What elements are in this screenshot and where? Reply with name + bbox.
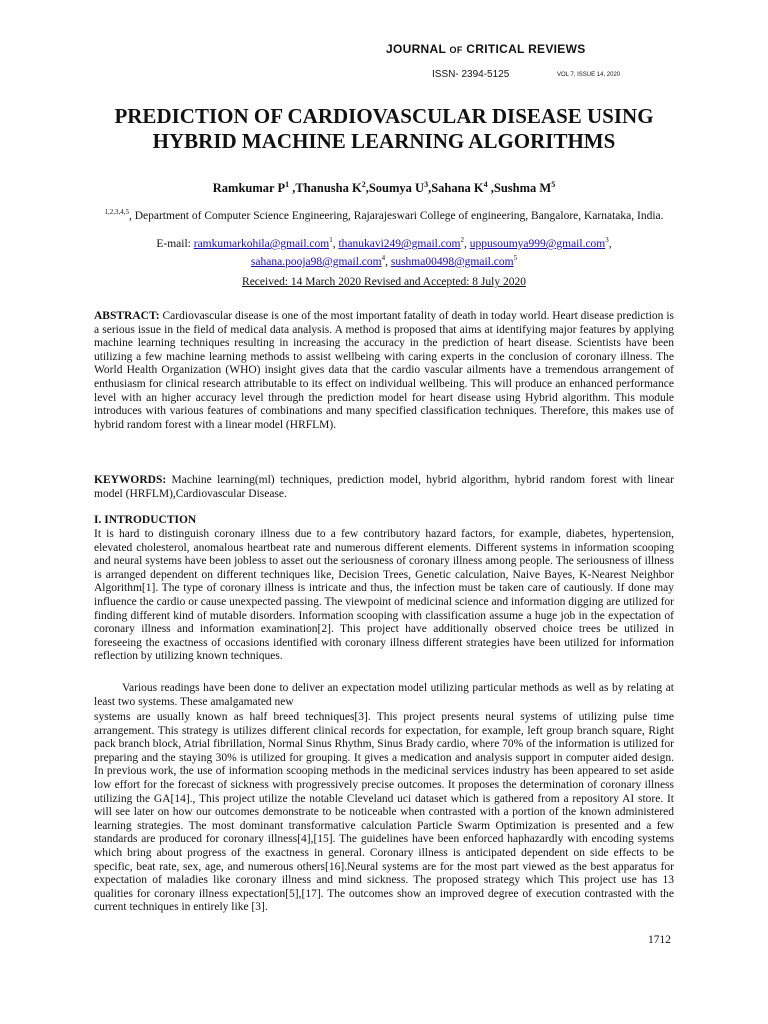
intro-paragraph-2: Various readings have been done to deliver an expectation model utilizing particular methods as well as by relating at least two systems. These amalgamated new: [94, 682, 674, 708]
journal-name: [386, 42, 586, 56]
keywords: [94, 474, 674, 501]
email-superscript: 3: [605, 236, 609, 244]
author-separator: ,: [428, 181, 432, 196]
email-separator: ,: [608, 237, 612, 250]
author-name: Thanusha K: [295, 181, 362, 196]
keywords-label: KEYWORDS:: [94, 474, 167, 486]
intro-paragraph-3: systems are usually known as half breed techniques[3]. This project presents neural systems of utilizing pulse time arrangement. This strategy is utilizes different clinical records for expectation, for example, left group branch square, Right pack branch block, Atrial fibrillation, Normal Sinus Rhythm, Sinus Brady cardio, where 70% of the information is utilized for preparing and the staying 30% is utilized for grouping. It gives a medication and analysis support in computer aided design. In previous work, the use of information scooping methods in the medicinal services industry has been appeared to set aside low effort for the forecast of sickness with progressively precise outcomes. It proposes the determination of coronary illness utilizing the GA[14]., This project utilize the notable Cleveland uci dataset which is gathered from a repository AI store. It will see later on how our outcomes demonstrate to be noticeable when contrasted with a portion of the known administered learning strategies. The most dominant transformative calculation Particle Swarm Optimization is presented and a few standards are produced for coronary illness[4],[15]. The guidelines have been enforced haphazardly with encoding systems which bring about progress of the exactness in general. Coronary illness is anticipated dependent on side effects to be specific, beat rate, sex, age, and numerous others[16].Neural systems are for the most part viewed as the best apparatus for expectation of maladies like coronary illness and mind sickness. The proposed strategy which This project use has 13 qualities for coronary illness expectation[5],[17]. The outcomes show an improved degree of execution contrasted with the current techniques in entirely like [3].: [94, 711, 674, 914]
email-list: [96, 233, 672, 269]
received-dates: Received: 14 March 2020 Revised and Accepted: 8 July 2020: [242, 276, 526, 288]
abstract: [94, 310, 674, 432]
affiliation: [96, 205, 672, 223]
page-number: 1712: [648, 934, 671, 946]
author-separator: ,: [487, 181, 494, 196]
email-link[interactable]: sushma00498@gmail.com: [390, 255, 514, 268]
email-label: E-mail:: [156, 237, 194, 250]
author-superscript: 5: [551, 180, 556, 189]
author-name: Sushma M: [493, 181, 552, 196]
keywords-text: Machine learning(ml) techniques, prediction model, hybrid algorithm, hybrid random forest with linear model (HRFLM),Cardiovascular Disease.: [94, 474, 674, 500]
email-link[interactable]: uppusoumya999@gmail.com: [469, 237, 606, 250]
email-separator: ,: [385, 255, 391, 268]
affiliation-superscript: 1,2,3,4,5: [104, 208, 129, 216]
author-name: Sahana K: [431, 181, 484, 196]
author-separator: ,: [365, 181, 369, 196]
author-superscript: 4: [483, 180, 488, 189]
author-superscript: 3: [424, 180, 429, 189]
author-superscript: 2: [361, 180, 366, 189]
paper-title: PREDICTION OF CARDIOVASCULAR DISEASE USING HYBRID MACHINE LEARNING ALGORITHMS: [114, 104, 654, 153]
abstract-label: ABSTRACT:: [94, 310, 160, 322]
issn: ISSN- 2394-5125: [432, 69, 510, 80]
journal-name-of: OF: [449, 45, 463, 55]
journal-name-part2: CRITICAL REVIEWS: [462, 42, 586, 56]
author-separator: ,: [289, 181, 296, 196]
email-separator: ,: [332, 237, 339, 250]
author-superscript: 1: [285, 180, 290, 189]
email-separator: ,: [464, 237, 470, 250]
volume-issue: VOL 7, ISSUE 14, 2020: [557, 72, 621, 78]
affiliation-text: , Department of Computer Science Engineering, Rajarajeswari College of engineering, Bangalore, Karnataka, India.: [128, 209, 664, 222]
intro-paragraph-1: It is hard to distinguish coronary illness due to a few contributory hazard factors, for example, diabetes, hypertension, elevated cholesterol, anomalous heartbeat rate and numerous different elements. Different systems in information scooping and neural systems have been jobless to asset out the seriousness of coronary illness among people. The seriousness of illness is arranged dependent on different techniques like, Decision Trees, Genetic calculation, Naive Bayes, K-Nearest Neighbor Algorithm[1]. The type of coronary illness is intricate and thus, the infection must be taken care of cautiously. If done may influence the cardio or cause unexpected passing. The viewpoint of medicinal science and information digging are utilized for finding different kind of mutable disorders. Information scooping with classification assume a huge job in the expectation of coronary illness and information examination[2]. This project have additionally observed choice trees be utilized in foreseeing the exactness of occasions identified with coronary illness different strategies have been utilized for information reflection by utilizing known techniques.: [94, 528, 674, 663]
email-superscript: 2: [460, 236, 465, 244]
abstract-text: Cardiovascular disease is one of the most important fatality of death in today world. Heart disease prediction is a serious issue in the field of medical data analysis. A method is proposed that aims at identifying major features by applying machine learning techniques resulting in increasing the accuracy in the prediction of heart disease. Scientists have been utilizing a few machine learning methods to assist wellbeing with caring experts in the conclusion of coronary illness. The World Health Organization (WHO) insight gives data that the cardio vascular ailments have a tremendous arrangement of enthusiasm for clinical research attributable to its effect on individual wellbeing. This will produce an enhanced performance level with an higher accuracy level through the prediction model for heart disease using Hybrid algorithm. This module introduces with various features of combinations and many specified classification techniques. Therefore, this makes use of hybrid random forest with a linear model (HRFLM).: [94, 310, 674, 431]
email-link[interactable]: sahana.pooja98@gmail.com: [250, 255, 382, 268]
section-heading-introduction: I. INTRODUCTION: [94, 514, 197, 526]
email-superscript: 5: [513, 253, 518, 262]
email-superscript: 1: [329, 236, 333, 244]
email-link[interactable]: thanukavi249@gmail.com: [338, 237, 461, 250]
author-name: Ramkumar P: [212, 181, 286, 196]
journal-name-part1: JOURNAL: [386, 42, 450, 56]
author-name: Soumya U: [368, 181, 425, 196]
email-link[interactable]: ramkumarkohila@gmail.com: [193, 237, 330, 250]
email-superscript: 4: [381, 253, 386, 262]
author-list: [100, 180, 668, 196]
